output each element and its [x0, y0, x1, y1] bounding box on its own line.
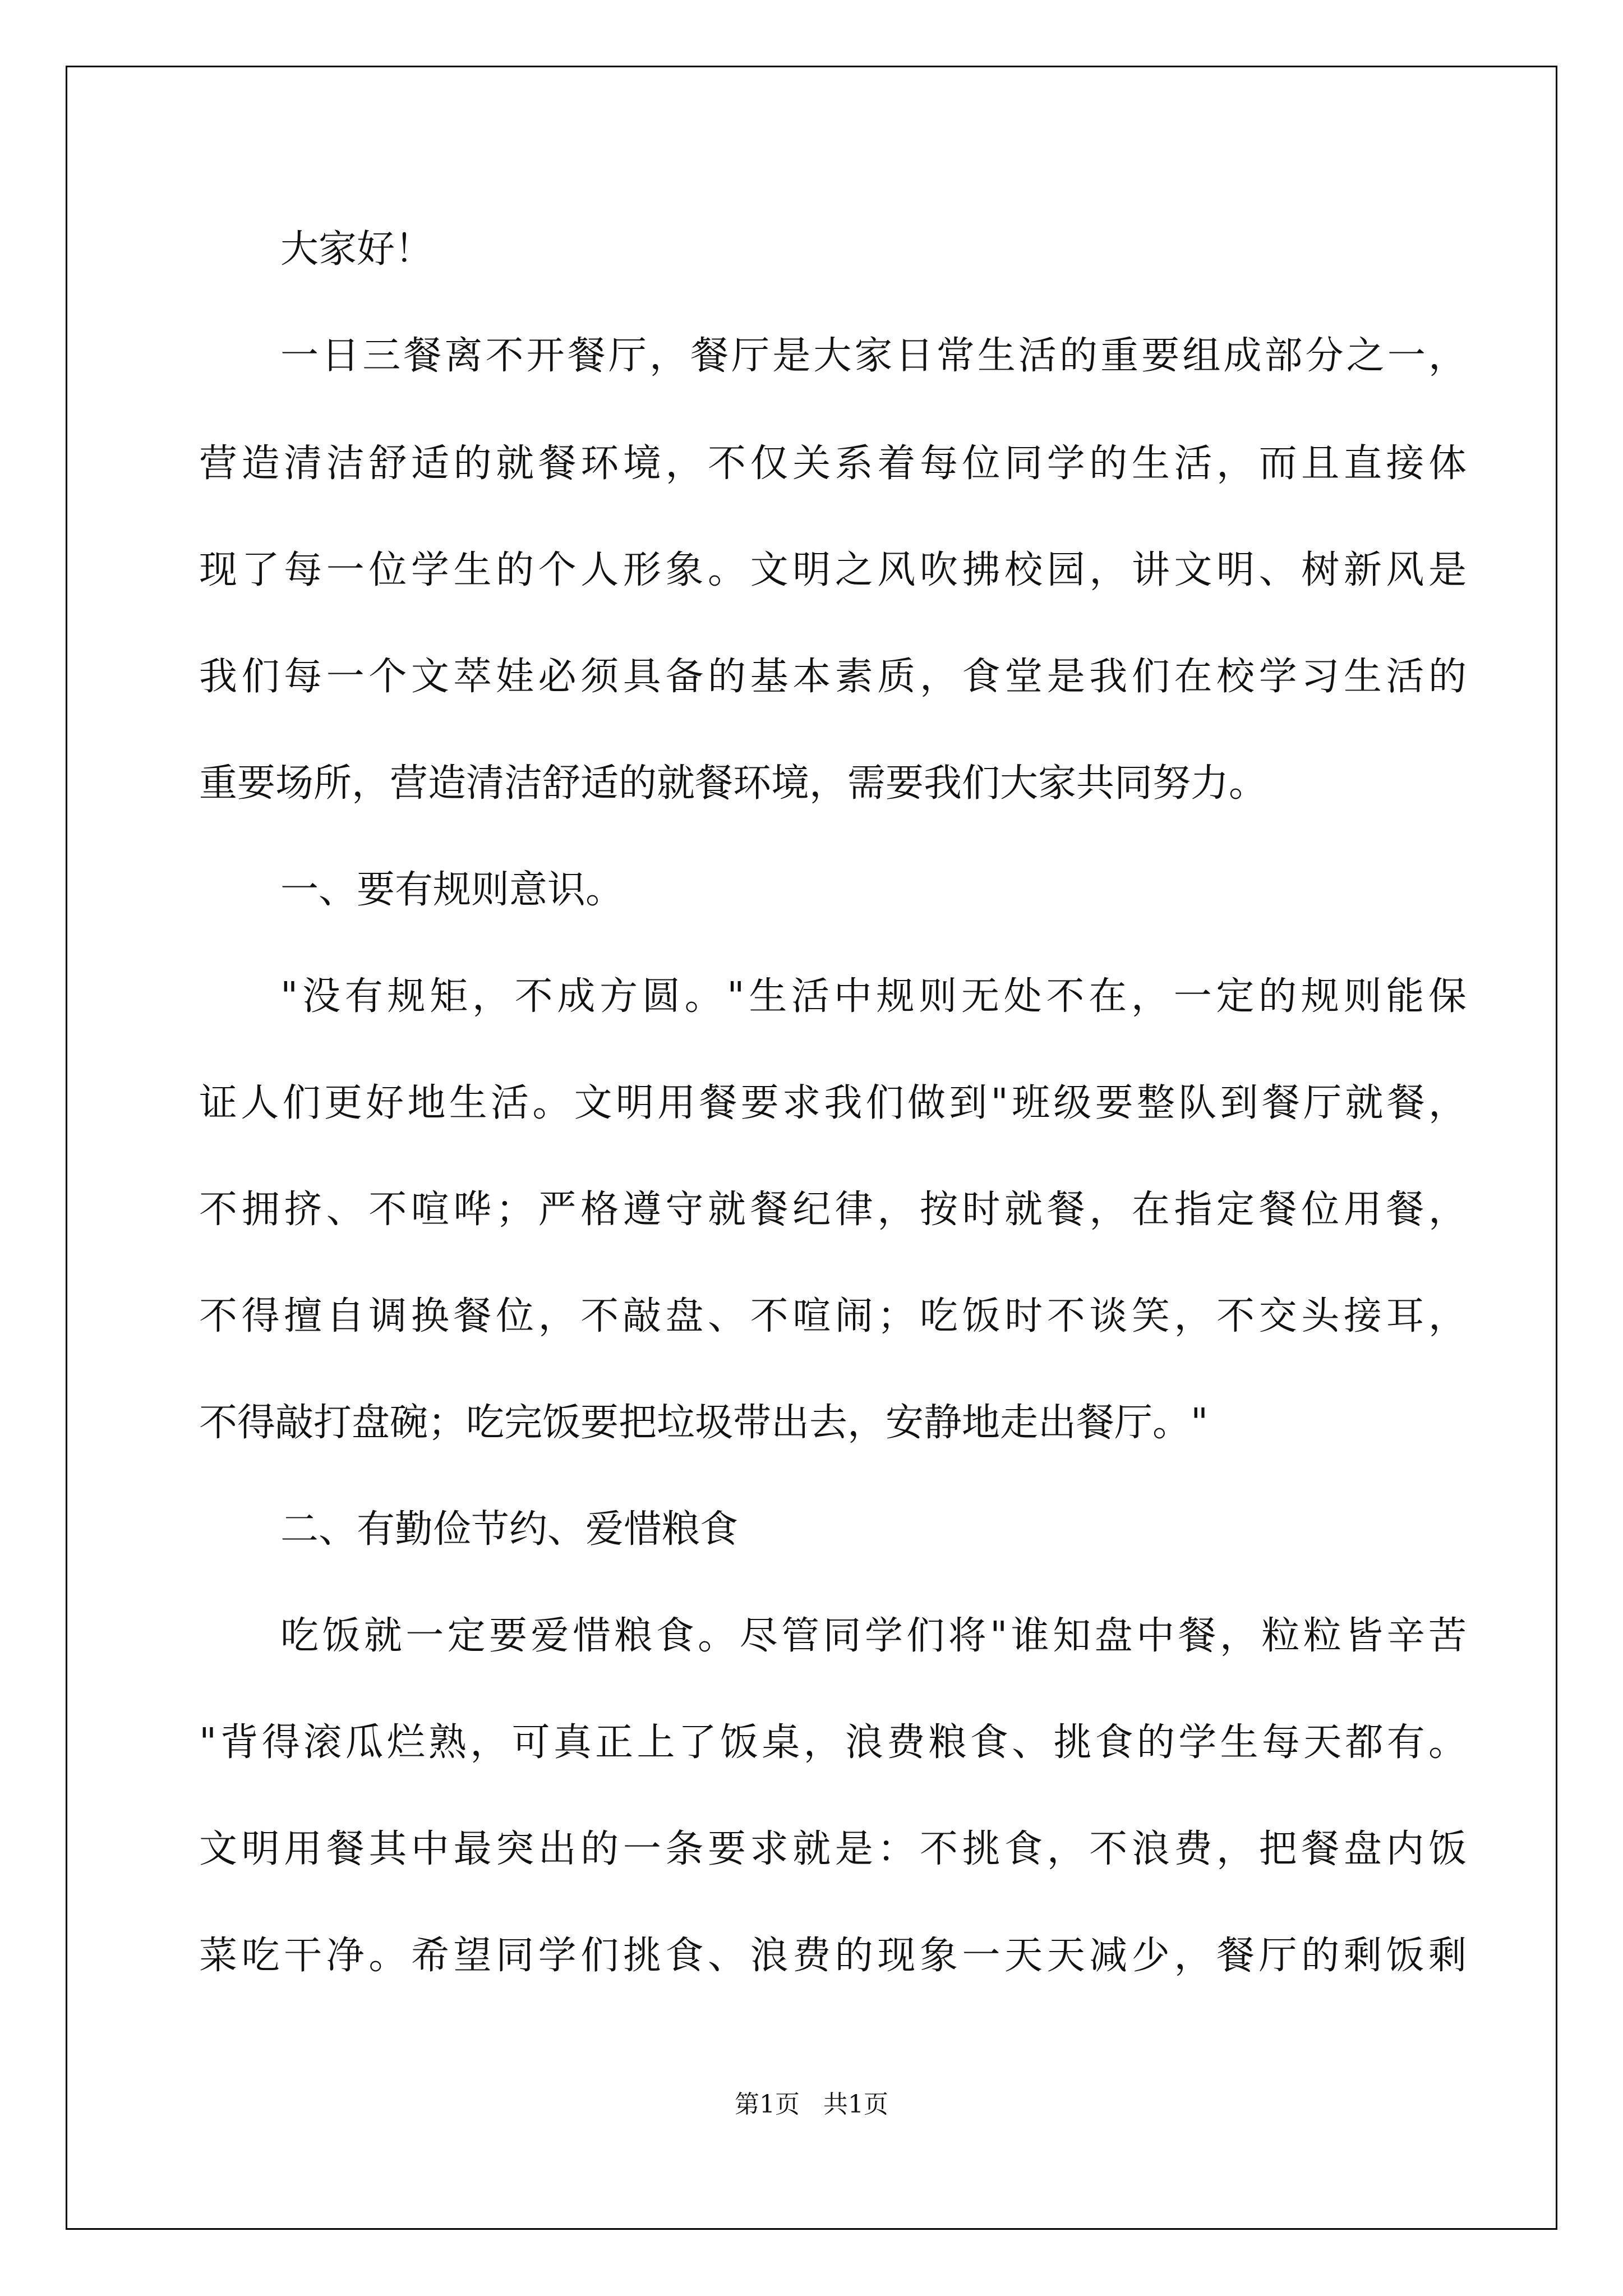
paragraph-line: 不得敲打盘碗；吃完饭要把垃圾带出去，安静地走出餐厅。" [199, 1401, 1209, 1445]
section-heading-1: 一、要有规则意识。 [280, 868, 624, 912]
paragraph-line: 证人们更好地生活。文明用餐要求我们做到"班级要整队到餐厅就餐， [199, 1081, 1467, 1125]
paragraph-line: 我们每一个文萃娃必须具备的基本素质，食堂是我们在校学习生活的 [199, 655, 1467, 699]
paragraph-line: 吃饭就一定要爱惜粮食。尽管同学们将"谁知盘中餐，粒粒皆辛苦 [280, 1614, 1467, 1658]
paragraph-line: 不拥挤、不喧哗；严格遵守就餐纪律，按时就餐，在指定餐位用餐， [199, 1188, 1467, 1232]
paragraph-line: "背得滚瓜烂熟，可真正上了饭桌，浪费粮食、挑食的学生每天都有。 [199, 1720, 1467, 1765]
greeting-line: 大家好！ [280, 227, 434, 272]
page-border [66, 66, 1557, 2230]
paragraph-line: 文明用餐其中最突出的一条要求就是：不挑食，不浪费，把餐盘内饭 [199, 1827, 1467, 1871]
paragraph-line: 营造清洁舒适的就餐环境，不仅关系着每位同学的生活，而且直接体 [199, 441, 1467, 486]
paragraph-line: 重要场所，营造清洁舒适的就餐环境，需要我们大家共同努力。 [199, 761, 1267, 806]
paragraph-line: 菜吃干净。希望同学们挑食、浪费的现象一天天减少，餐厅的剩饭剩 [199, 1934, 1467, 1978]
page-footer: 第1页 共1页 [735, 2090, 888, 2119]
paragraph-line: 不得擅自调换餐位，不敲盘、不喧闹；吃饭时不谈笑，不交头接耳， [199, 1294, 1467, 1338]
paragraph-line: "没有规矩，不成方圆。"生活中规则无处不在，一定的规则能保 [280, 974, 1467, 1019]
section-heading-2: 二、有勤俭节约、爱惜粮食 [280, 1507, 739, 1552]
paragraph-line: 一日三餐离不开餐厅，餐厅是大家日常生活的重要组成部分之一， [280, 334, 1467, 378]
paragraph-line: 现了每一位学生的个人形象。文明之风吹拂校园，讲文明、树新风是 [199, 548, 1467, 592]
